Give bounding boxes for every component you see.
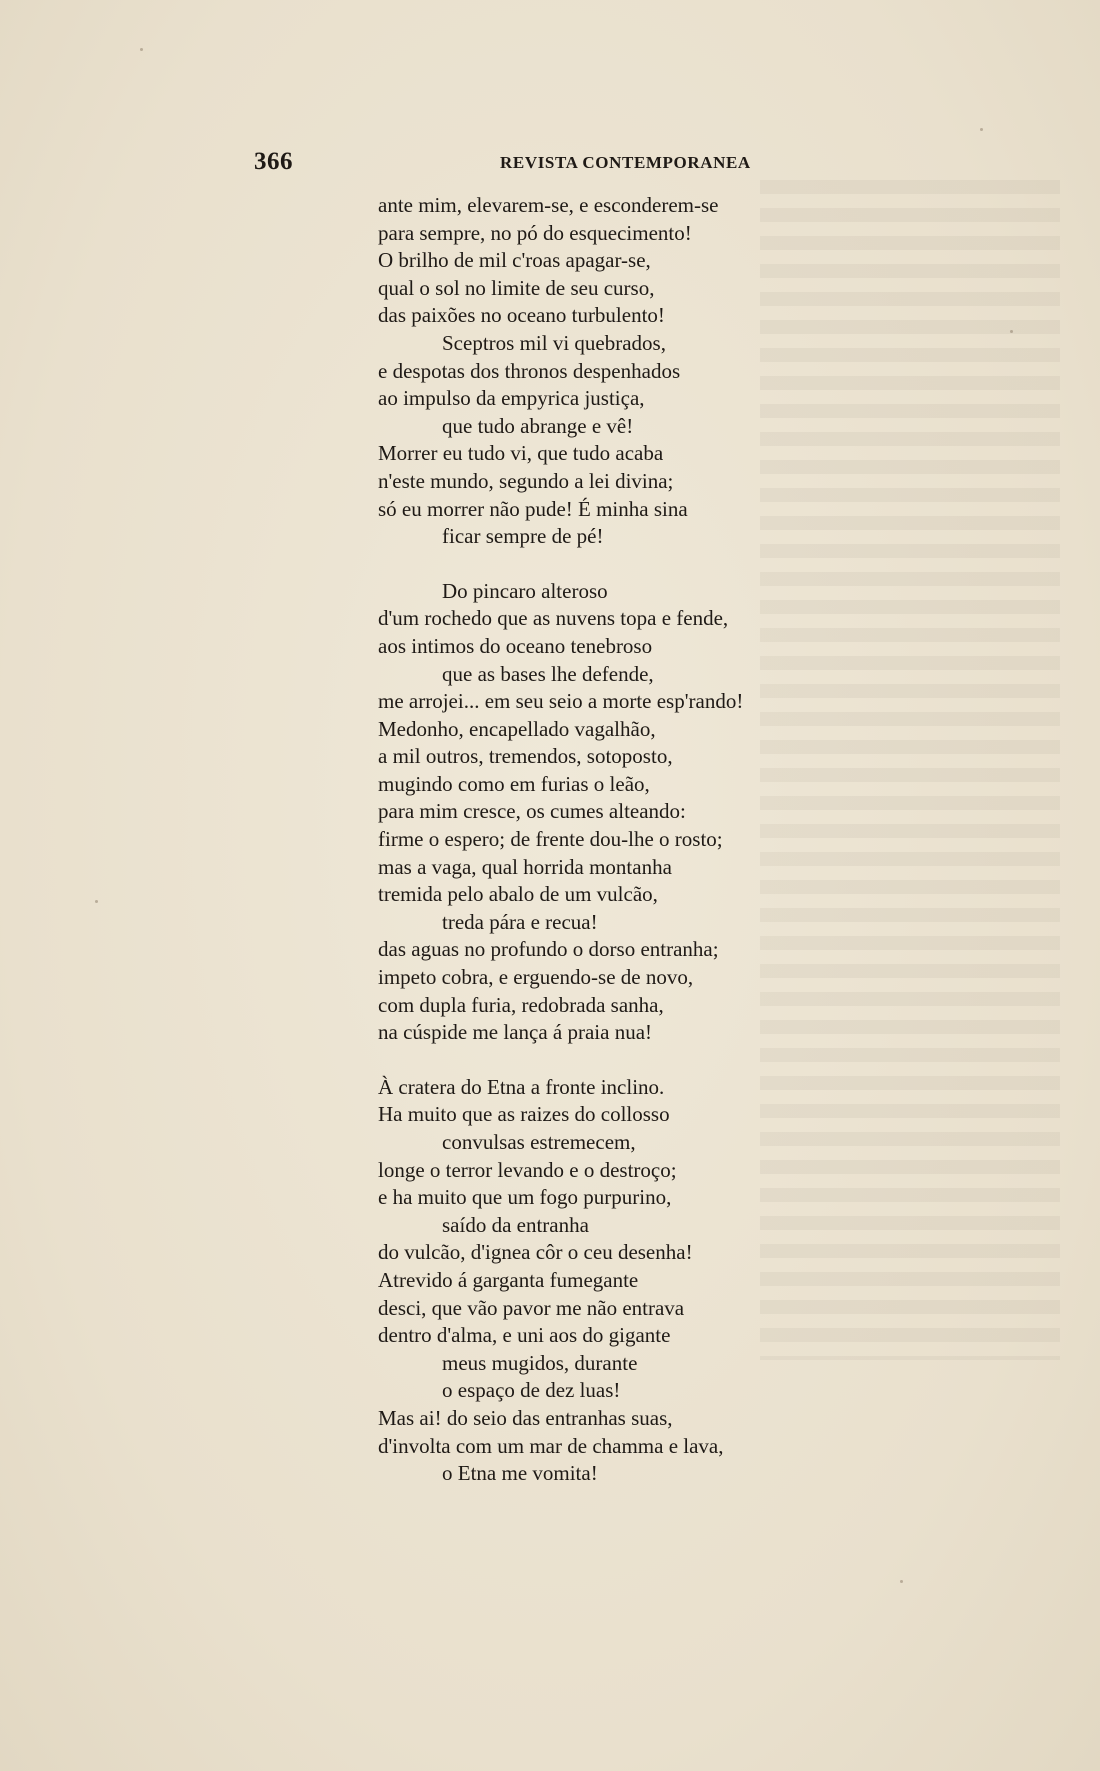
poem-line: ficar sempre de pé! [442,524,604,549]
stanza [378,192,838,551]
poem-line: convulsas estremecem, [442,1130,636,1154]
running-title: REVISTA CONTEMPORANEA [500,153,751,172]
poem-line: firme o espero; de frente dou-lhe o rosto; [378,827,723,852]
poem-line: me arrojei... em seu seio a morte esp'rando! [378,689,744,714]
poem-line: meus mugidos, durante [442,1350,638,1375]
poem-line: Mas ai! do seio das entranhas suas, [378,1405,673,1430]
poem-line: desci, que vão pavor me não entrava [378,1295,685,1320]
poem-body [378,192,838,1515]
paper-speck [980,128,983,131]
poem-line: Atrevido á garganta fumegante [378,1267,639,1292]
poem-line: para sempre, no pó do esquecimento! [378,220,692,245]
poem-line: dentro d'alma, e uni aos do gigante [378,1323,671,1348]
poem-line: À cratera do Etna a fronte inclino. [378,1074,665,1099]
poem-line: o espaço de dez luas! [442,1378,621,1403]
paper-speck [900,1580,903,1583]
poem-line: mugindo como em furias o leão, [378,771,650,796]
poem-line: aos intimos do oceano tenebroso [378,633,653,658]
poem-line: e ha muito que um fogo purpurino, [378,1185,672,1210]
poem-line: treda pára e recua! [442,909,598,934]
poem-line: que tudo abrange e vê! [442,413,634,438]
poem-line: a mil outros, tremendos, sotoposto, [378,744,673,769]
page-header [0,148,1100,178]
poem-line: d'um rochedo que as nuvens topa e fende, [378,606,729,631]
poem-line: mas a vaga, qual horrida montanha [378,854,672,879]
poem-line: das aguas no profundo o dorso entranha; [378,937,719,962]
poem-line: na cúspide me lança á praia nua! [378,1020,653,1045]
paper-speck [1010,330,1013,333]
poem-line: qual o sol no limite de seu curso, [378,275,655,300]
poem-line: que as bases lhe defende, [442,661,654,686]
stanza [378,1074,838,1488]
poem-line: ante mim, elevarem-se, e esconderem-se [378,193,719,217]
poem-line: ao impulso da empyrica justiça, [378,386,645,411]
poem-line: Morrer eu tudo vi, que tudo acaba [378,441,664,466]
poem-line: longe o terror levando e o destroço; [378,1157,677,1182]
paper-speck [140,48,143,51]
paper-speck [95,900,98,903]
poem-line: n'este mundo, segundo a lei divina; [378,468,674,493]
poem-line: Do pincaro alteroso [442,578,608,603]
stanza [378,578,838,1047]
poem-line: e despotas dos thronos despenhados [378,358,681,383]
poem-line: saído da entranha [442,1212,589,1237]
poem-line: com dupla furia, redobrada sanha, [378,992,664,1017]
poem-line: tremida pelo abalo de um vulcão, [378,882,658,907]
poem-line: para mim cresce, os cumes alteando: [378,799,686,824]
poem-line: só eu morrer não pude! É minha sina [378,496,688,521]
poem-line: Sceptros mil vi quebrados, [442,330,666,355]
poem-line: das paixões no oceano turbulento! [378,303,665,328]
poem-line: Ha muito que as raizes do collosso [378,1102,670,1127]
page-number: 366 [254,148,293,175]
poem-line: impeto cobra, e erguendo-se de novo, [378,965,694,990]
poem-line: do vulcão, d'ignea côr o ceu desenha! [378,1240,693,1265]
poem-line: d'involta com um mar de chamma e lava, [378,1433,724,1458]
poem-line: O brilho de mil c'roas apagar-se, [378,248,651,273]
poem-line: o Etna me vomita! [442,1461,598,1486]
poem-line: Medonho, encapellado vagalhão, [378,716,656,741]
